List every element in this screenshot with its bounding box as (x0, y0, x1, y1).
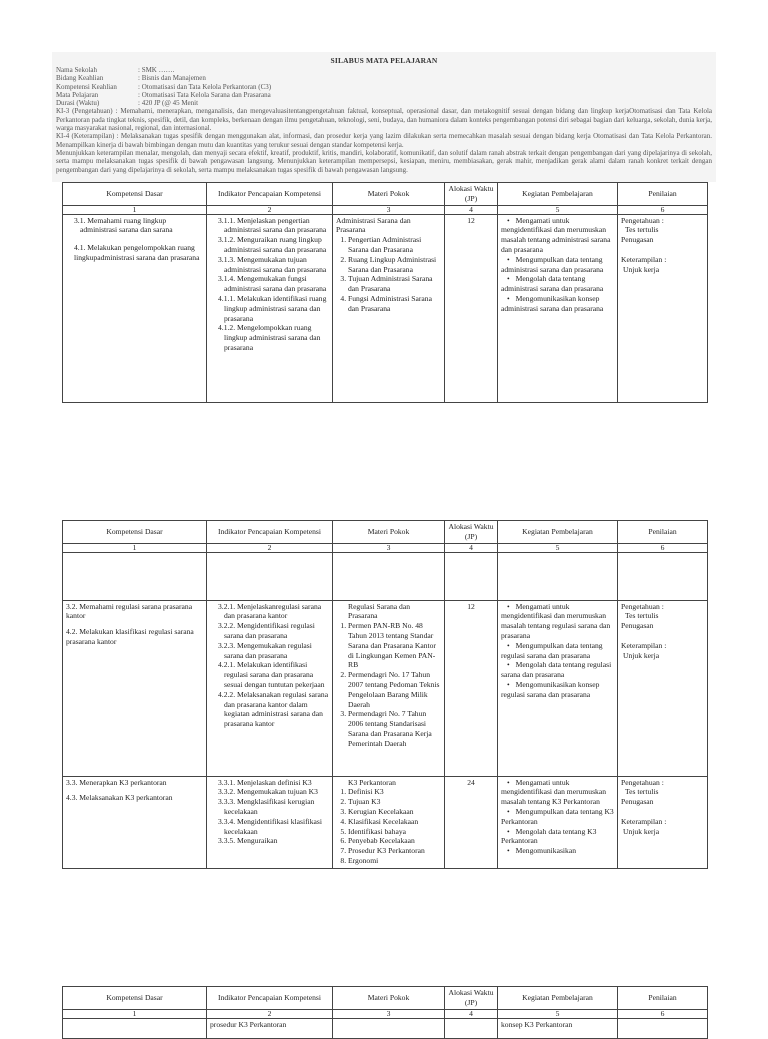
col-number: 3 (333, 1009, 445, 1018)
kegiatan-item: • Mengolah data tentang regulasi sarana dan prasarana (501, 660, 614, 680)
col-number: 3 (333, 205, 445, 214)
meta-value: : Otomatisasi dan Tata Kelola Perkantoran (C3) (138, 82, 272, 91)
header-alokasi: Alokasi Waktu (JP) (445, 987, 498, 1010)
indikator-item: 4.2.2. Melaksanakan regulasi sarana dan prasarana kantor dalam kegiatan administrasi sarana dan prasarana kantor (218, 689, 329, 729)
alokasi-cell: 24 (445, 776, 498, 868)
penilaian-item: Keterampilan : (621, 640, 667, 650)
materi-item: 2. Permendagri No. 17 Tahun 2007 tentang Pedoman Teknis Pengelolaan Barang Milik Daerah (348, 670, 441, 709)
meta-key: Durasi (Waktu) (56, 99, 100, 108)
header-indikator: Indikator Pencapaian Kompetensi (207, 183, 333, 206)
materi-item: 1. Definisi K3 (348, 787, 441, 797)
penilaian-cell (618, 600, 708, 776)
ki4-label: KI-4 (Keterampilan) (56, 132, 115, 141)
kd-item: 3.2. Memahami regulasi sarana prasarana kantor (66, 601, 193, 621)
indikator-item: 3.2.2. Mengidentifikasi regulasi sarana dan prasarana (218, 621, 315, 640)
header-indikator: Indikator Pencapaian Kompetensi (207, 987, 333, 1010)
col-number: 1 (63, 1009, 207, 1018)
kd-item: 4.1. Melakukan pengelompokkan ruang lingkupadministrasi sarana dan prasarana (74, 243, 200, 262)
materi-cell (333, 214, 445, 402)
materi-item: 7. Prosedur K3 Perkantoran (348, 846, 441, 856)
kegiatan-item: • Mengamati untuk mengidentifikasi dan merumuskan masalah tentang administrasi sarana dan prasarana (501, 216, 614, 255)
ki4-paragraph (56, 132, 712, 149)
meta-row (56, 91, 712, 99)
indikator-cell: prosedur K3 Perkantoran (207, 1018, 333, 1038)
meta-value: : Otomatisasi Tata Kelola Sarana dan Prasarana (138, 90, 271, 99)
indikator-item: 3.2.1. Menjelaskanregulasi sarana dan prasarana kantor (218, 601, 322, 621)
materi-list (336, 235, 441, 313)
col-number: 6 (618, 205, 708, 214)
header-materi: Materi Pokok (333, 521, 445, 544)
header-kegiatan: Kegiatan Pembelajaran (498, 183, 618, 206)
kegiatan-item: • Mengolah data tentang K3 Perkantoran (501, 827, 614, 847)
ki4-text: : Melaksanakan tugas spesifik dengan menggunakan alat, informasi, dan prosedur kerja yang lazim dilakukan serta memecahkan masalah sesuai dengan bidang kerja Otomatisasi dan Tata Kelola Perkantoran. Menampilkan kinerja di bawah bimbingan dengan mutu dan kuantitas yang terukur sesuai dengan standar kompetensi kerja. (56, 132, 713, 149)
alokasi-cell: 12 (445, 214, 498, 402)
penilaian-item: Tes tertulis (625, 225, 659, 235)
materi-item: 8. Ergonomi (348, 856, 441, 866)
indikator-item: 3.1.4. Mengemukakan fungsi administrasi sarana dan prasarana (218, 274, 327, 294)
materi-list (336, 787, 441, 865)
col-number: 1 (63, 543, 207, 552)
header-kegiatan: Kegiatan Pembelajaran (498, 987, 618, 1010)
penilaian-item: Penugasan (621, 797, 654, 807)
indikator-item: 3.3.4. Mengidentifikasi klasifikasi kecelakaan (218, 816, 322, 836)
materi-item: 3. Tujuan Administrasi Sarana dan Prasarana (348, 274, 441, 294)
meta-key: Nama Sekolah (56, 66, 98, 74)
ki3-paragraph (56, 107, 712, 132)
indikator-item: 3.1.1. Menjelaskan pengertian administrasi sarana dan prasarana (218, 215, 327, 235)
meta-row (56, 66, 712, 74)
kd-item: 4.3. Melaksanakan K3 perkantoran (66, 793, 173, 803)
empty-cell (618, 552, 708, 600)
col-number: 5 (498, 1009, 618, 1018)
meta-row (56, 83, 712, 91)
penilaian-item: Pengetahuan : (621, 601, 664, 611)
kd-item: 4.2. Melakukan klasifikasi regulasi sarana prasarana kantor (66, 627, 194, 646)
indikator-item: 3.1.3. Mengemukakan tujuan administrasi sarana dan prasarana (218, 254, 327, 274)
kegiatan-item: • Mengumpulkan data tentang regulasi sarana dan prasarana (501, 641, 614, 661)
kd-item: 3.3. Menerapkan K3 perkantoran (66, 777, 167, 787)
penilaian-item: Unjuk kerja (623, 264, 660, 274)
syllabus-table-1 (62, 182, 708, 403)
materi-item: 2. Ruang Lingkup Administrasi Sarana dan Prasarana (348, 255, 441, 275)
kegiatan-item: • Mengumpulkan data tentang K3 Perkantoran (501, 807, 614, 827)
col-number: 6 (618, 543, 708, 552)
header-indikator: Indikator Pencapaian Kompetensi (207, 521, 333, 544)
meta-row (56, 74, 712, 82)
syllabus-table-2 (62, 520, 708, 869)
materi-item: 4. Klasifikasi Kecelakaan (348, 817, 441, 827)
col-number: 4 (445, 543, 498, 552)
penilaian-item: Pengetahuan : (621, 777, 664, 787)
kegiatan-cell (498, 600, 618, 776)
kegiatan-cell: konsep K3 Perkantoran (498, 1018, 618, 1038)
header-materi: Materi Pokok (333, 183, 445, 206)
meta-key: Kompetensi Keahlian (56, 82, 117, 91)
document-title: SILABUS MATA PELAJARAN (330, 56, 438, 65)
kegiatan-cell (498, 776, 618, 868)
meta-value: : 420 JP (@ 45 Menit (138, 99, 199, 108)
kegiatan-item: • Mengolah data tentang administrasi sarana dan prasarana (501, 274, 614, 294)
empty-cell (445, 1018, 498, 1038)
kegiatan-cell (498, 214, 618, 402)
col-number: 2 (207, 205, 333, 214)
indikator-item: 4.1.1. Melakukan identifikasi ruang lingkup administrasi sarana dan prasarana (218, 293, 327, 323)
materi-heading: Regulasi Sarana dan Prasarana (348, 601, 410, 621)
penilaian-item: Penugasan (621, 621, 654, 631)
indikator-item: 3.1.2. Menguraikan ruang lingkup administrasi sarana dan prasarana (218, 235, 327, 254)
header-kd: Kompetensi Dasar (63, 183, 207, 206)
indikator-item: 4.2.1. Melakukan identifikasi regulasi sarana dan prasarana sesuai dengan tuntutan pekerjaan (218, 660, 325, 689)
kd-cell (63, 776, 207, 868)
kd-item: 3.1. Memahami ruang lingkup administrasi sarana dan sarana (74, 215, 173, 235)
kd-cell (63, 214, 207, 402)
col-number: 3 (333, 543, 445, 552)
indikator-item: 3.2.3. Mengemukakan regulasi sarana dan prasarana (218, 640, 312, 660)
meta-key: Mata Pelajaran (56, 90, 99, 99)
materi-item: 1. Pengertian Administrasi Sarana dan Prasarana (348, 235, 441, 255)
indikator-cell (207, 214, 333, 402)
penilaian-item: Pengetahuan : (621, 215, 664, 225)
col-number: 2 (207, 543, 333, 552)
kegiatan-item: • Mengomunikasikan konsep administrasi sarana dan prasarana (501, 294, 614, 314)
penilaian-item: Unjuk kerja (623, 826, 660, 836)
materi-item: 1. Permen PAN-RB No. 48 Tahun 2013 tentang Standar Sarana dan Prasarana Kantor di Lingkungan Kemen PAN-RB (348, 621, 441, 670)
empty-cell (207, 552, 333, 600)
col-number: 5 (498, 205, 618, 214)
header-kd: Kompetensi Dasar (63, 521, 207, 544)
meta-row (56, 99, 712, 107)
penilaian-item: Tes tertulis (625, 611, 659, 621)
empty-cell (498, 552, 618, 600)
col-number: 4 (445, 1009, 498, 1018)
meta-key: Bidang Keahlian (56, 74, 104, 83)
materi-item: 5. Identifikasi bahaya (348, 827, 441, 837)
indikator-item: 3.3.3. Mengklasifikasi kerugian kecelakaan (218, 797, 315, 816)
indikator-item: 4.1.2. Mengelompokkan ruang lingkup administrasi sarana dan prasarana (218, 323, 321, 352)
header-alokasi: Alokasi Waktu (JP) (445, 521, 498, 544)
empty-cell (445, 552, 498, 600)
header-materi: Materi Pokok (333, 987, 445, 1010)
materi-item: 6. Penyebab Kecelakaan (348, 836, 441, 846)
empty-cell (333, 552, 445, 600)
materi-item: 4. Fungsi Administrasi Sarana dan Prasarana (348, 294, 441, 314)
ki4-more: Menunjukkan keterampilan menalar, mengolah, dan menyaji secara efektif, kreatif, produktif, kritis, mandiri, kolaboratif, komunikatif, dan solutif dalam ranah abstrak terkait dengan pengembangan dari yang dipelajarinya di sekolah, serta mampu melaksanakan tugas spesifik di bawah pengawasan langsung. Menunjukkan keterampilan mempersepsi, kesiapan, meniru, membiasakan, gerak mahir, menjadikan gerak alami dalam ranah konkret terkait dengan pengembangan dari yang dipelajarinya di sekolah, serta mampu melaksanakan tugas spesifik di bawah pengawasan langsung. (56, 148, 712, 174)
materi-cell (333, 600, 445, 776)
kegiatan-list (501, 778, 614, 856)
header-penilaian: Penilaian (618, 183, 708, 206)
header-kegiatan: Kegiatan Pembelajaran (498, 521, 618, 544)
header-alokasi: Alokasi Waktu (JP) (445, 183, 498, 206)
materi-item: 3. Permendagri No. 7 Tahun 2006 tentang Standarisasi Sarana dan Prasarana Kerja Pemerintah Daerah (348, 709, 441, 748)
kd-cell (63, 600, 207, 776)
header-penilaian: Penilaian (618, 521, 708, 544)
materi-cell (333, 776, 445, 868)
materi-list (336, 621, 441, 748)
meta-value: : Bisnis dan Manajemen (138, 74, 206, 83)
col-number: 4 (445, 205, 498, 214)
materi-item: 2. Tujuan K3 (348, 797, 441, 807)
header-penilaian: Penilaian (618, 987, 708, 1010)
indikator-item: 3.3.1. Menjelaskan definisi K3 (218, 777, 312, 787)
empty-cell (333, 1018, 445, 1038)
empty-cell (63, 552, 207, 600)
kegiatan-list (501, 216, 614, 314)
indikator-item: 3.3.5. Menguraikan (218, 836, 278, 846)
empty-cell (63, 1018, 207, 1038)
penilaian-cell (618, 214, 708, 402)
materi-item: 3. Kerugian Kecelakaan (348, 807, 441, 817)
penilaian-item: Keterampilan : (621, 254, 667, 264)
penilaian-item: Penugasan (621, 235, 654, 245)
col-number: 5 (498, 543, 618, 552)
kegiatan-item: • Mengamati untuk mengidentifikasi dan merumuskan masalah tentang regulasi sarana dan prasarana (501, 602, 614, 641)
col-number: 6 (618, 1009, 708, 1018)
materi-heading: K3 Perkantoran (348, 777, 396, 787)
empty-cell (618, 1018, 708, 1038)
kegiatan-item: • Mengomunikasikan konsep regulasi sarana dan prasarana (501, 680, 614, 700)
penilaian-item: Tes tertulis (625, 787, 659, 797)
col-number: 2 (207, 1009, 333, 1018)
ki3-label: KI-3 (Pengetahuan) (56, 107, 113, 116)
document-meta (56, 66, 712, 174)
kegiatan-list (501, 602, 614, 700)
indikator-item: 3.3.2. Mengemukakan tujuan K3 (218, 787, 318, 797)
col-number: 1 (63, 205, 207, 214)
indikator-cell (207, 776, 333, 868)
meta-value: : SMK ……. (138, 66, 175, 74)
materi-heading: Administrasi Sarana dan Prasarana (336, 215, 411, 235)
indikator-cell (207, 600, 333, 776)
syllabus-table-3 (62, 986, 708, 1039)
alokasi-cell: 12 (445, 600, 498, 776)
kegiatan-item: • Mengamati untuk mengidentifikasi dan merumuskan masalah tentang K3 Perkantoran (501, 778, 614, 807)
ki3-text: : Memahami, menerapkan, menganalisis, dan mengevaluasitentangpengetahuan faktual, konseptual, operasional dasar, dan metakognitif sesuai dengan bidang dan lingkup kerjaOtomatisasi dan Tata Kelola Perkantoran pada tingkat teknis, spesifik, detil, dan kompleks, berkenaan dengan ilmu pengetahuan, teknologi, seni, budaya, dan humaniora dalam konteks pengembangan potensi diri sebagai bagian dari keluarga, sekolah, dunia kerja, warga masyarakat nasional, regional, dan internasional. (56, 107, 712, 133)
kegiatan-item: • Mengumpulkan data tentang administrasi sarana dan prasarana (501, 255, 614, 275)
penilaian-item: Unjuk kerja (623, 650, 660, 660)
kegiatan-item: • Mengomunikasikan (501, 846, 614, 856)
header-kd: Kompetensi Dasar (63, 987, 207, 1010)
penilaian-item: Keterampilan : (621, 816, 667, 826)
penilaian-cell (618, 776, 708, 868)
